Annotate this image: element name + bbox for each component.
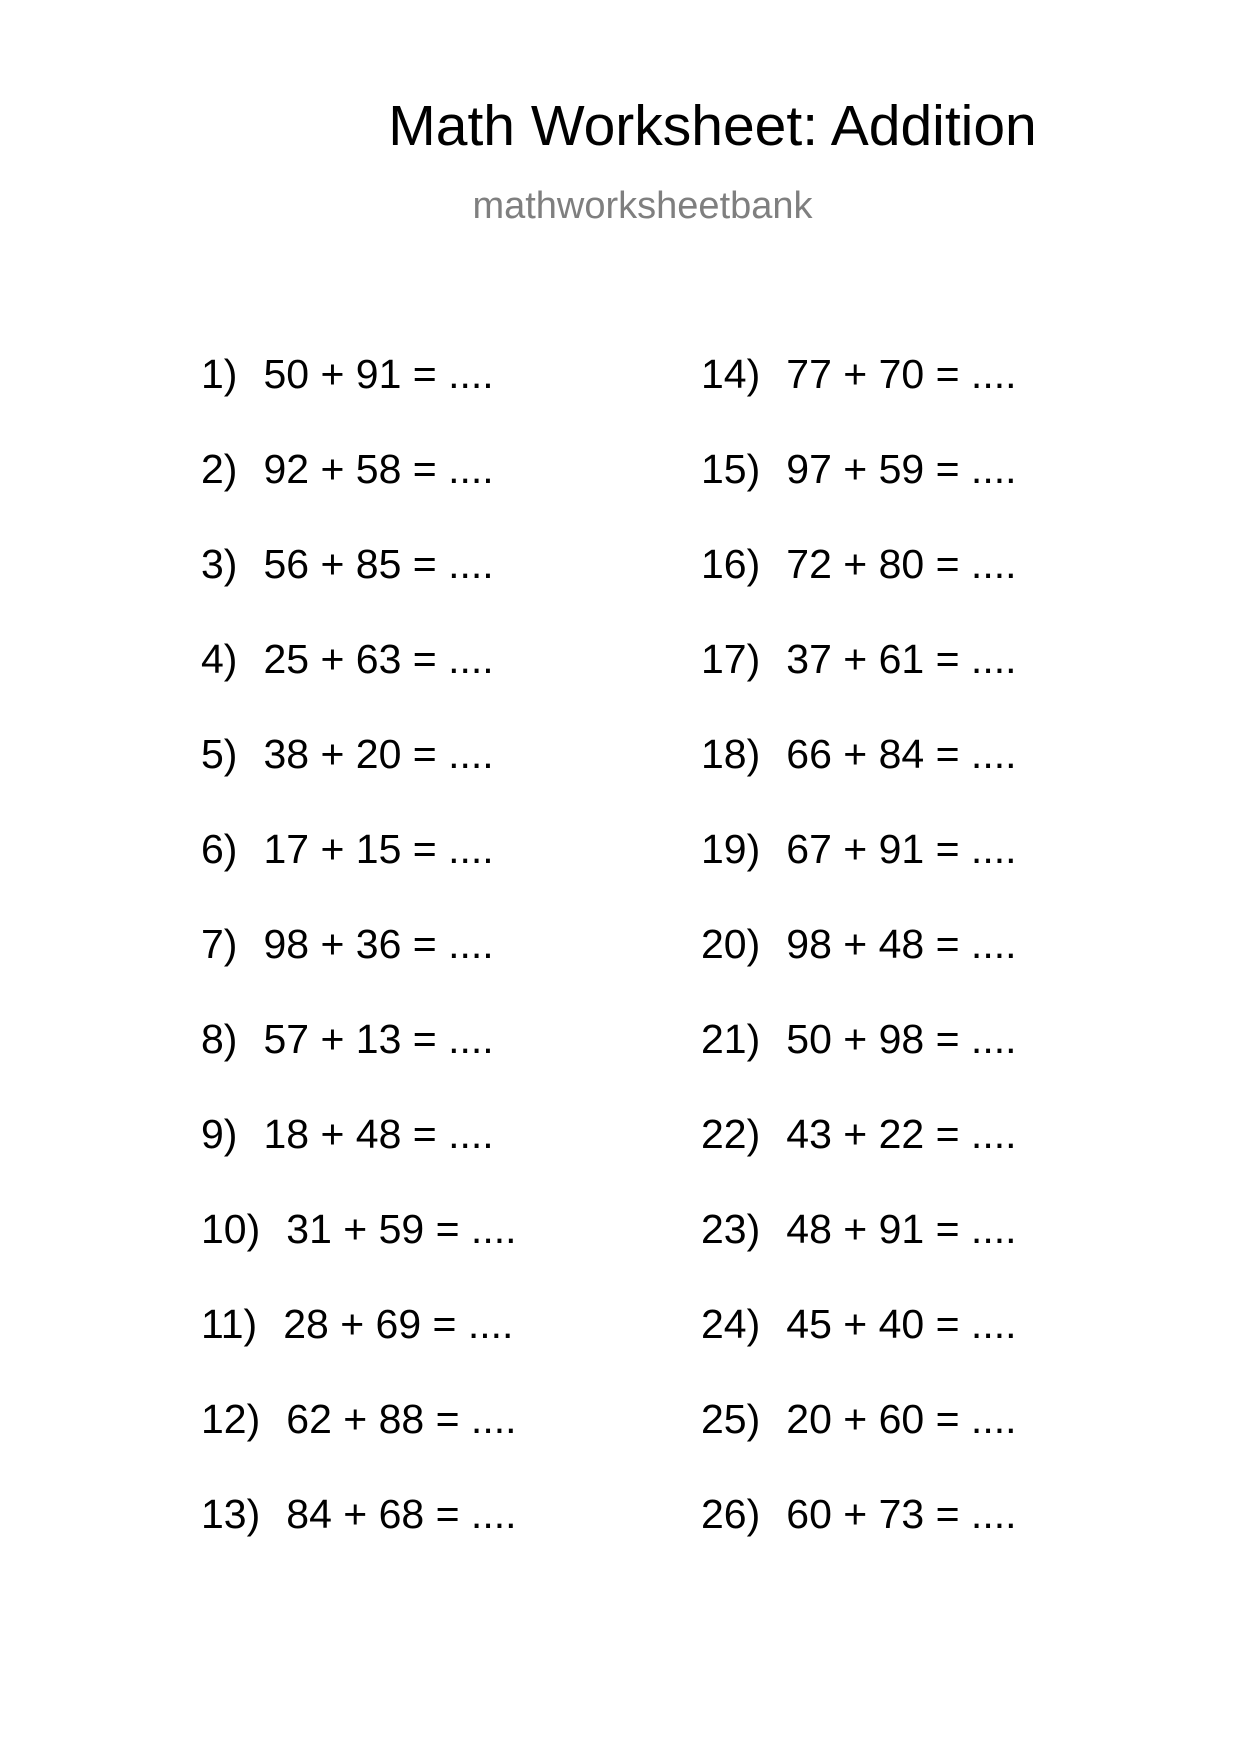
problem-item [201,825,517,920]
problem-item [201,1110,517,1205]
problem-number: 17) [701,636,761,682]
problem-number: 7) [201,921,238,967]
problem-item [201,1490,517,1585]
problem-item [701,1205,1017,1300]
problem-item [201,1395,517,1490]
problem-number: 5) [201,731,238,777]
problem-expression: 56 + 85 = .... [263,541,494,587]
problem-number: 23) [701,1206,761,1252]
problem-item [701,1395,1017,1490]
problem-expression: 66 + 84 = .... [786,731,1017,777]
problem-number: 14) [701,351,761,397]
problem-item [701,445,1017,540]
problem-item [201,540,517,635]
problem-number: 15) [701,446,761,492]
problem-item [701,1300,1017,1395]
problem-expression: 28 + 69 = .... [283,1301,514,1347]
problem-number: 3) [201,541,238,587]
problem-expression: 48 + 91 = .... [786,1206,1017,1252]
problem-expression: 20 + 60 = .... [786,1396,1017,1442]
problem-item [201,920,517,1015]
problem-number: 19) [701,826,761,872]
problem-expression: 31 + 59 = .... [286,1206,517,1252]
problem-expression: 17 + 15 = .... [263,826,494,872]
problem-column-right [701,350,1017,1585]
page-title: Math Worksheet: Addition [388,94,1037,158]
problem-number: 16) [701,541,761,587]
page-subtitle: mathworksheetbank [472,185,813,227]
problem-number: 4) [201,636,238,682]
problem-number: 12) [201,1396,261,1442]
problem-item [201,1205,517,1300]
problem-item [701,1015,1017,1110]
problem-item [201,730,517,825]
problem-item [701,350,1017,445]
problem-number: 18) [701,731,761,777]
problem-number: 10) [201,1206,261,1252]
problem-item [201,350,517,445]
problem-item [201,635,517,730]
problem-number: 6) [201,826,238,872]
problem-item [701,1110,1017,1205]
problem-number: 21) [701,1016,761,1062]
problem-number: 24) [701,1301,761,1347]
problem-expression: 77 + 70 = .... [786,351,1017,397]
problem-item [201,1300,517,1395]
problem-expression: 97 + 59 = .... [786,446,1017,492]
problem-item [701,540,1017,635]
problem-expression: 50 + 98 = .... [786,1016,1017,1062]
problem-number: 11) [201,1301,258,1347]
problem-expression: 98 + 36 = .... [263,921,494,967]
problem-expression: 43 + 22 = .... [786,1111,1017,1157]
problem-item [701,825,1017,920]
problem-item [201,445,517,540]
problem-expression: 92 + 58 = .... [263,446,494,492]
problem-number: 9) [201,1111,238,1157]
problem-expression: 37 + 61 = .... [786,636,1017,682]
problem-item [701,730,1017,825]
problem-expression: 60 + 73 = .... [786,1491,1017,1537]
problem-item [201,1015,517,1110]
problem-expression: 18 + 48 = .... [263,1111,494,1157]
problem-expression: 72 + 80 = .... [786,541,1017,587]
problem-expression: 84 + 68 = .... [286,1491,517,1537]
problem-number: 26) [701,1491,761,1537]
problem-expression: 98 + 48 = .... [786,921,1017,967]
problem-expression: 45 + 40 = .... [786,1301,1017,1347]
problem-item [701,920,1017,1015]
problem-column-left [201,350,517,1585]
problem-number: 1) [201,351,238,397]
problem-item [701,635,1017,730]
problem-expression: 57 + 13 = .... [263,1016,494,1062]
problem-expression: 25 + 63 = .... [263,636,494,682]
problem-expression: 62 + 88 = .... [286,1396,517,1442]
problem-item [701,1490,1017,1585]
problem-expression: 38 + 20 = .... [263,731,494,777]
problem-number: 2) [201,446,238,492]
problem-expression: 50 + 91 = .... [263,351,494,397]
problem-number: 13) [201,1491,261,1537]
problem-expression: 67 + 91 = .... [786,826,1017,872]
problem-number: 20) [701,921,761,967]
problem-number: 8) [201,1016,238,1062]
problem-number: 25) [701,1396,761,1442]
problem-number: 22) [701,1111,761,1157]
